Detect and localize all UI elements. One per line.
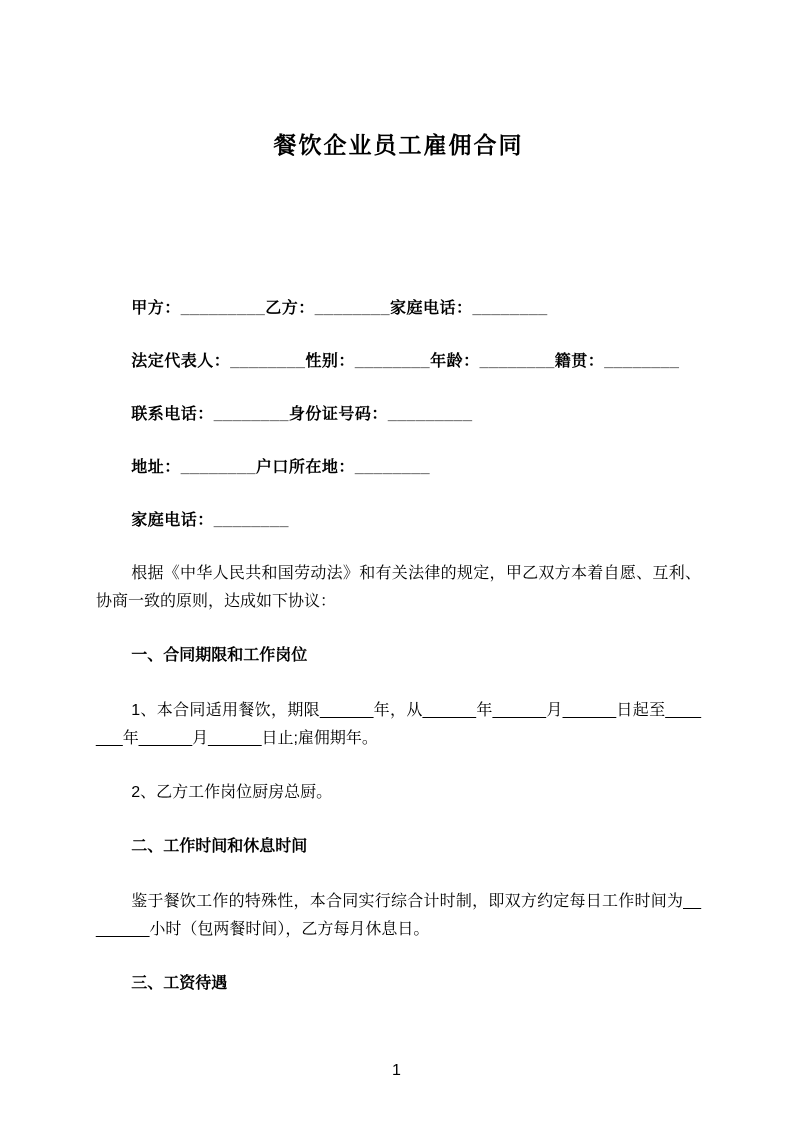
section-2-heading: 二、工作时间和休息时间 xyxy=(131,838,308,855)
section-1-clause-1: 1、本合同适用餐饮，期限______年，从______年______月______日起至_______年______月______日止;雇佣期年。 xyxy=(96,702,701,747)
section-1-heading: 一、合同期限和工作岗位 xyxy=(131,647,308,664)
form-line-legal-representative: 法定代表人：________性别：________年龄：________籍贯：________ xyxy=(131,353,680,370)
form-line-home-phone: 家庭电话：________ xyxy=(131,512,289,529)
section-1-clause-2: 2、乙方工作岗位厨房总厨。 xyxy=(131,784,333,801)
intro-paragraph: 根据《中华人民共和国劳动法》和有关法律的规定，甲乙双方本着自愿、互利、协商一致的原则，达成如下协议： xyxy=(96,565,701,610)
section-2-clause-1: 鉴于餐饮工作的特殊性，本合同实行综合计时制，即双方约定每日工作时间为________小时（包两餐时间），乙方每月休息日。 xyxy=(96,893,701,938)
section-3-heading: 三、工资待遇 xyxy=(131,975,228,992)
form-line-address: 地址：________户口所在地：________ xyxy=(131,459,431,476)
page-number: 1 xyxy=(392,1062,401,1079)
form-line-contact-id: 联系电话：________身份证号码：_________ xyxy=(131,406,473,423)
party-info-block xyxy=(96,295,701,534)
form-line-parties: 甲方：_________乙方：________家庭电话：________ xyxy=(131,300,548,317)
document-title: 餐饮企业员工雇佣合同 xyxy=(273,132,524,158)
